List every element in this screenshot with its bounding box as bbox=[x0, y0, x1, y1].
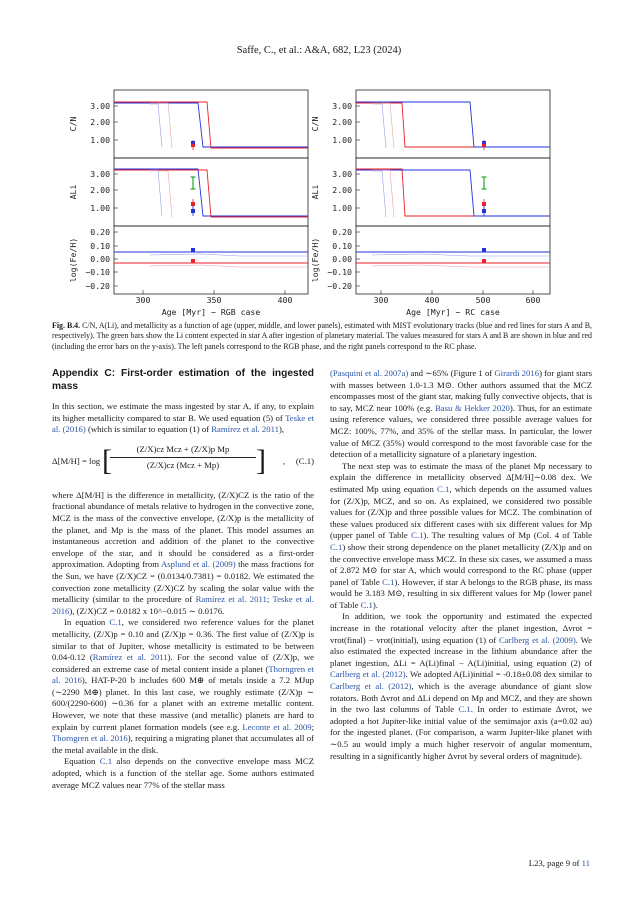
caption-text: C/N, A(Li), and metallicity as a function of age (upper, middle, and lower panels), estimated with MIST evolutionary tracks (blue and red lines for stars A and B, respectively). The green bars show the Li content expected in star A after ingestion of planetary material. The values measured for stars A and B are shown in blue and red (including the error bars on the y-axis). The left panels correspond to the RGB phase, and the right panels correspond to the RC phase. bbox=[52, 321, 592, 351]
left-cn-track-a-faint bbox=[150, 104, 162, 147]
citation-link[interactable]: Asplund et al. (2009) bbox=[160, 559, 236, 570]
left-ali-track-a bbox=[114, 169, 308, 216]
paragraph: where Δ[M/H] is the difference in metallicity, (Z/X)CZ is the ratio of the fractional abundance of metals relative to hydrogen in the convective zone, MCZ is the mass of the convective envelope, (Z/X)p is the metallicity of the planet, and Mp is the mass of the planet. This model assumes an instantaneous accretion and addition of the planet to the convective envelope of the star, and it should be considered as a first-order approximation. Adopting from Asplund et al. (2009) the mass fractions for the Sun, we have (Z/X)CZ = (0.0134/0.7381) = 0.0182. We estimated the convection zone metallicity (Z/X)CZ by scaling the solar value with the metallicity (similar to the procedure of Ramírez et al. 2011; Teske et al. 2016), (Z/X)CZ = 0.0182 x 10^−0.015 ∼ 0.0176. bbox=[52, 489, 314, 616]
left-xlabel: Age [Myr] − RGB case bbox=[161, 307, 261, 317]
left-feh-point-a bbox=[191, 248, 195, 252]
table-link[interactable]: C.1 bbox=[382, 576, 395, 587]
left-feh-tick-020: 0.20 bbox=[90, 227, 110, 237]
left-feh-frame bbox=[114, 226, 308, 294]
right-xtick-500: 500 bbox=[475, 295, 491, 305]
citation-link[interactable]: Thorngren et al. 2016 bbox=[52, 733, 128, 744]
table-link[interactable]: C.1 bbox=[360, 599, 373, 610]
right-li-bar bbox=[482, 177, 487, 189]
left-cn-tick-2: 2.00 bbox=[90, 117, 110, 127]
right-cn-ylabel: C/N bbox=[310, 116, 320, 132]
left-feh-tick-m010: −0.10 bbox=[85, 267, 110, 277]
left-cn-tick-1: 1.00 bbox=[90, 135, 110, 145]
figure-caption bbox=[52, 321, 592, 352]
right-ali-tick-2: 2.00 bbox=[332, 185, 352, 195]
left-panels bbox=[68, 90, 308, 317]
right-ali-tick-3: 3.00 bbox=[332, 169, 352, 179]
section-title: Appendix C: First-order estimation of the ingested mass bbox=[52, 368, 314, 392]
figure-b4 bbox=[0, 0, 638, 320]
right-cn-tick-1: 1.00 bbox=[332, 135, 352, 145]
paragraph: (Pasquini et al. 2007a) and ∼65% (Figure 1 of Girardi 2016) for giant stars with masses between 1.0-1.3 M⊙. Other authors assumed that the MCZ encompasses most of the giant star, making fully convective objects, that is to say, MCZ near 100% (e.g. Basu & Hekker 2020). Thus, for an estimate using reference values, we considered three possible average values for MCZ: 100%, 77%, and 35% of the stellar mass. In particular, the lower value of MCZ (35%) would correspond to the most favorable case for the detection of a metallicity signature of a planetary ingestion. bbox=[330, 368, 593, 460]
left-cn-track-b-faint bbox=[150, 103, 172, 148]
citation-link[interactable]: Thorngren et al. 2016 bbox=[52, 663, 314, 686]
right-ali-point-a bbox=[482, 209, 486, 213]
right-ali-tick-1: 1.00 bbox=[332, 203, 352, 213]
right-feh-point-b bbox=[482, 259, 486, 263]
citation-link[interactable]: Ramírez et al. 2011 bbox=[211, 424, 279, 435]
total-pages-link[interactable]: 11 bbox=[581, 858, 590, 868]
left-ali-point-a bbox=[191, 209, 195, 213]
left-xtick-350: 350 bbox=[206, 295, 222, 305]
right-feh-tick-000: 0.00 bbox=[332, 254, 352, 264]
left-ali-ylabel: ALi bbox=[68, 184, 78, 200]
left-ali-track-b bbox=[114, 170, 308, 217]
right-feh-tick-010: 0.10 bbox=[332, 241, 352, 251]
left-cn-track-a bbox=[114, 103, 308, 147]
citation-link[interactable]: Leconte et al. 2009 bbox=[242, 721, 312, 732]
left-cn-tick-3: 3.00 bbox=[90, 101, 110, 111]
right-xtick-300: 300 bbox=[373, 295, 389, 305]
right-cn-tick-2: 2.00 bbox=[332, 117, 352, 127]
running-header: Saffe, C., et al.: A&A, 682, L23 (2024) bbox=[236, 45, 402, 56]
equation-link[interactable]: C.1 bbox=[437, 483, 450, 494]
right-cn-tick-3: 3.00 bbox=[332, 101, 352, 111]
equation-link[interactable]: C.1 bbox=[109, 617, 122, 628]
right-feh-tick-020: 0.20 bbox=[332, 227, 352, 237]
right-column bbox=[330, 368, 592, 762]
left-feh-tick-000: 0.00 bbox=[90, 254, 110, 264]
left-xtick-300: 300 bbox=[135, 295, 151, 305]
left-column bbox=[52, 368, 314, 791]
right-xtick-600: 600 bbox=[525, 295, 541, 305]
left-li-bar bbox=[191, 177, 196, 189]
right-feh-tick-m010: −0.10 bbox=[327, 267, 352, 277]
equation-lhs: Δ[M/H] = log bbox=[52, 455, 101, 466]
table-link[interactable]: C.1 bbox=[411, 530, 424, 541]
citation-link[interactable]: Girardi 2016 bbox=[494, 368, 540, 378]
paragraph: In this section, we estimate the mass ingested by star A, if any, to explain its higher metallicity compared to star B. We used equation (5) of Teske et al. (2016) (which is similar to equation (1) of Ramírez et al. 2011), bbox=[52, 401, 314, 435]
paragraph: In equation C.1, we considered two reference values for the planet metallicity, (Z/X)p = 0.10 and (Z/X)p = 0.36. The first value of (Z/X)p is similar to that of Jupiter, whose metallicity is estimated to be between 0.04-0.12 (Ramírez et al. 2011). For the second value of (Z/X)p, we considered an extreme case of metal content inside a planet (Thorngren et al. 2016), HAT-P-20 b includes 600 M⊕ of metals inside a 7.2 MJup (∼2290 M⊕) planet. In this last case, we roughly estimate (Z/X)p ∼ 600/(2290-600) ∼0.36 for a planet with an extreme metallic content. However, we note that these massive (and metallic) planets are hard to explain by current planet formation models (see e.g. Leconte et al. 2009; Thorngren et al. 2016), requiring a migrating planet that accumulates all of the metal available in the disk. bbox=[52, 617, 315, 755]
citation-link[interactable]: Basu & Hekker 2020 bbox=[435, 402, 510, 413]
left-ali-tick-3: 3.00 bbox=[90, 169, 110, 179]
right-feh-point-a bbox=[482, 248, 486, 252]
citation-link[interactable]: Carlberg et al. (2009) bbox=[499, 634, 576, 645]
left-ali-tick-2: 2.00 bbox=[90, 185, 110, 195]
paragraph: Equation C.1 also depends on the convective envelope mass MCZ adopted, which is a function of the stellar age. Some authors estimated average MCZ values near 77% of the stellar mass bbox=[52, 756, 314, 790]
paragraph: The next step was to estimate the mass of the planet Mp necessary to explain the difference in metallicity observed Δ[M/H]∼0.08 dex. We estimated Mp using equation C.1, which depends on the assumed values for (Z/X)p, MCZ, and so on. As explained, we considered two possible values for (Z/X)p and three possible values for MCZ. The combination of these values produced six different cases with six different values for Mp (upper panel of Table C.1). The resulting values of Mp (Col. 4 of Table C.1) show their strong dependence on the planet metallicity (Z/X)p and on the convective envelope mass MCZ. In these six cases, we assumed a mass of 2.872 M⊙ for star A, which would correspond to the RC phase (upper panel of Table C.1). However, if star A belongs to the RGB phase, its mass would be 3.183 M⊙, resulting in six different values for Mp (lower panel of Table C.1). bbox=[330, 460, 593, 610]
right-cn-point-b bbox=[482, 144, 486, 147]
equation-c1: Δ[M/H] = log [ (Z/X)cz Mcz + (Z/X)p Mp (Z/X)cz (Mcz + Mp) ] , (C.1) bbox=[52, 443, 314, 477]
right-feh-frame bbox=[356, 226, 550, 294]
right-feh-tick-m020: −0.20 bbox=[327, 281, 352, 291]
table-link[interactable]: C.1 bbox=[330, 541, 343, 552]
right-feh-ylabel: log(Fe/H) bbox=[310, 237, 320, 283]
left-feh-point-b bbox=[191, 259, 195, 263]
page-footer: L23, page 9 of 11 bbox=[528, 858, 590, 868]
citation-link[interactable]: Teske et al. 2016 bbox=[52, 594, 314, 616]
right-cn-frame bbox=[356, 90, 550, 158]
citation-link[interactable]: Teske et al. (2016) bbox=[52, 412, 314, 435]
equation-numerator: (Z/X)cz Mcz + (Z/X)p Mp bbox=[110, 444, 256, 459]
right-panels bbox=[310, 90, 550, 317]
equation-fraction bbox=[110, 444, 256, 472]
left-cn-track-b bbox=[114, 102, 308, 148]
table-link[interactable]: C.1 bbox=[458, 704, 471, 715]
caption-label: Fig. B.4. bbox=[52, 321, 81, 330]
right-xlabel: Age [Myr] − RC case bbox=[406, 307, 500, 317]
citation-link[interactable]: Carlberg et al. (2012) bbox=[330, 669, 406, 680]
left-feh-tick-m020: −0.20 bbox=[85, 281, 110, 291]
left-ali-tick-1: 1.00 bbox=[90, 203, 110, 213]
citation-link[interactable]: Ramírez et al. 2011 bbox=[92, 652, 168, 663]
right-xtick-400: 400 bbox=[424, 295, 440, 305]
citation-link[interactable]: (Pasquini et al. 2007a) bbox=[330, 368, 409, 378]
citation-link[interactable]: Carlberg et al. (2012) bbox=[330, 681, 412, 692]
right-ali-point-b bbox=[482, 202, 486, 206]
left-cn-ylabel: C/N bbox=[68, 116, 78, 132]
right-ali-ylabel: ALi bbox=[310, 184, 320, 200]
left-xtick-400: 400 bbox=[277, 295, 293, 305]
paragraph: In addition, we took the opportunity and estimated the expected increase in the rotational velocity after the planet ingestion, Δvrot = vrot(final) − vrot(initial), using equation (1) of Carlberg et al. (2009). We also estimated the expected increase in the lithium abundance after the planet ingestion, ΔLi = A(Li)final − A(Li)initial, using equation (2) of Carlberg et al. (2012). We adopted A(Li)initial = -0.18±0.08 dex similar to Carlberg et al. (2012), which is the average abundance of giant slow rotators. Both Δvrot and ΔLi depend on Mp and MCZ, and they are shown in the two last columns of Table C.1. In order to estimate Δvrot, we adopted a hot Jupiter-like initial value of the semimajor axis (a=0.02 au) for the ingested planet. (For comparison, a warm Jupiter-like planet with ∼0.5 au would imply a much higher reservoir of angular momentum, resulting in a significantly higher Δvrot by several orders of magnitude). bbox=[330, 611, 593, 761]
left-feh-tick-010: 0.10 bbox=[90, 241, 110, 251]
equation-number: , (C.1) bbox=[282, 455, 314, 466]
citation-link[interactable]: Ramírez et al. 2011 bbox=[195, 594, 267, 605]
equation-link[interactable]: C.1 bbox=[99, 756, 113, 767]
left-feh-ylabel: log(Fe/H) bbox=[68, 237, 78, 283]
equation-denominator: (Z/X)cz (Mcz + Mp) bbox=[146, 460, 220, 471]
left-ali-point-b bbox=[191, 202, 195, 206]
left-cn-point-b bbox=[191, 144, 195, 147]
